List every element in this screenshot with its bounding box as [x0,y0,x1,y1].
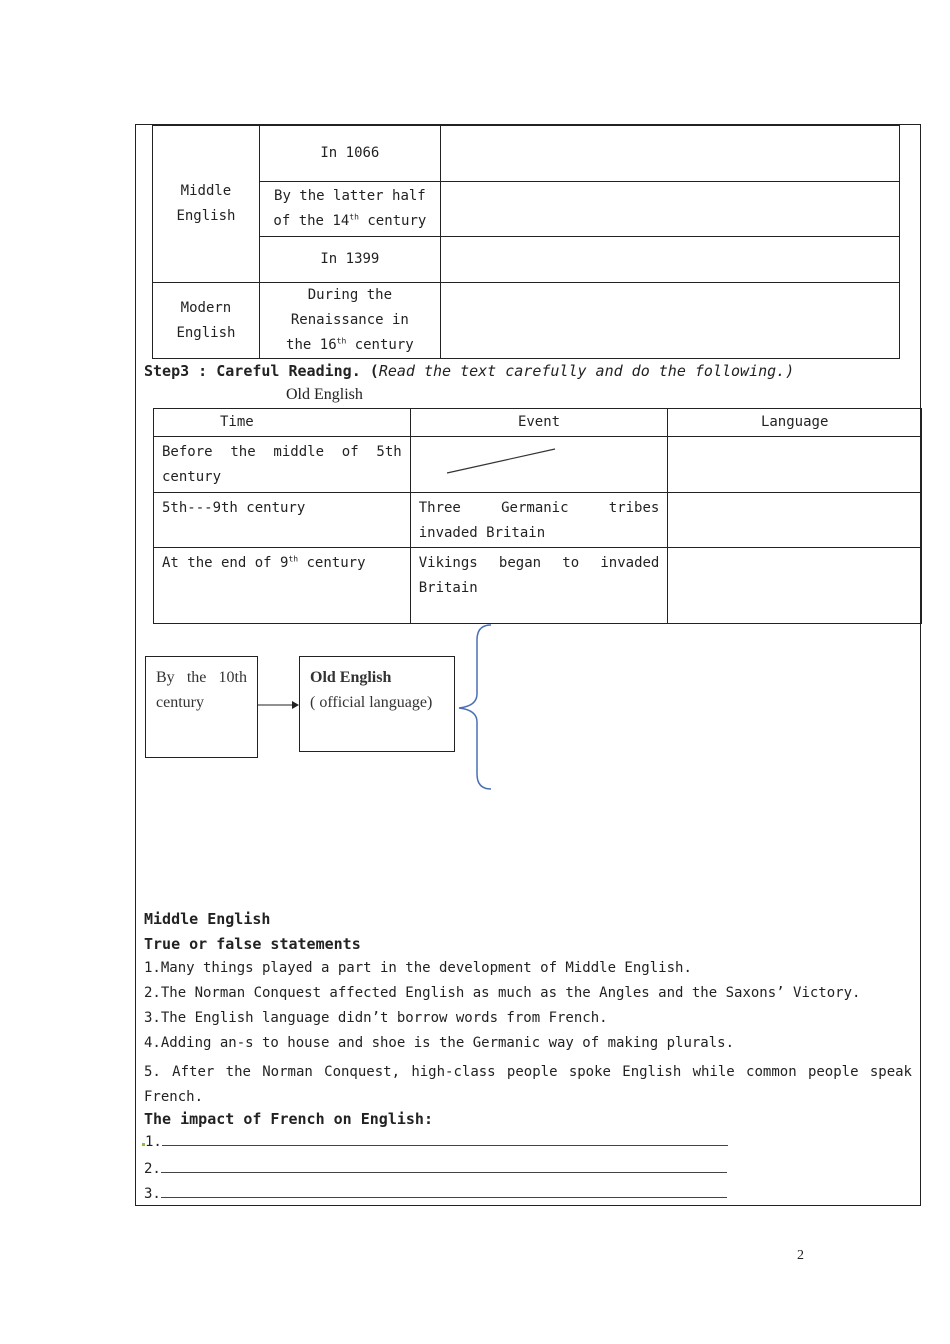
modern-english-cell: Modern English [153,283,260,359]
middle-modern-table [152,125,900,359]
time-cell-1066: In 1066 [259,126,440,182]
brace-icon [455,624,495,792]
tf-heading: True or false statements [144,935,361,953]
header-language: Language [668,409,922,437]
answer-line[interactable] [162,1133,728,1146]
event-cell-crossed [410,437,668,493]
blank-line-3: 3. [144,1185,727,1202]
time-cell-1399: In 1399 [259,237,440,283]
time-cell: At the end of 9th century [154,548,411,624]
time-cell: 5th---9th century [154,493,411,548]
old-english-subtitle: Old English [286,386,363,403]
language-cell[interactable] [668,548,922,624]
event-cell: Vikings began to invaded Britain [410,548,668,624]
time-cell-14th: By the latter half of the 14th century [259,182,440,237]
arrow-icon [258,698,300,712]
old-english-table [153,408,922,624]
blank-line-1: 1. [142,1133,728,1150]
page-number: 2 [797,1248,804,1263]
language-cell[interactable] [668,493,922,548]
middle-english-heading: Middle English [144,910,271,928]
time-cell-16th: During the Renaissance in the 16th century [259,283,440,359]
statement-4: 4.Adding an-s to house and shoe is the Germanic way of making plurals. [144,1035,735,1051]
answer-cell[interactable] [440,283,899,359]
step3-heading: Step3 : Careful Reading. (Read the text carefully and do the following.) [144,362,795,380]
blank-line-2: 2. [144,1160,727,1177]
header-event: Event [410,409,668,437]
statement-5: 5. After the Norman Conquest, high-class people spoke English while common people speak French. [144,1064,912,1105]
by-10th-century-box: By the 10th century [145,656,258,758]
statement-3: 3.The English language didn’t borrow words from French. [144,1010,608,1026]
impact-heading: The impact of French on English: [144,1110,433,1128]
time-cell: Before the middle of 5th century [154,437,411,493]
answer-cell[interactable] [440,182,899,237]
strike-line [411,437,669,493]
old-english-box: Old English ( official language) [299,656,455,752]
answer-line[interactable] [161,1160,727,1173]
answer-cell[interactable] [440,126,899,182]
statement-1: 1.Many things played a part in the development of Middle English. [144,960,692,976]
language-cell[interactable] [668,437,922,493]
statement-2: 2.The Norman Conquest affected English as much as the Angles and the Saxons’ Victory. [144,985,861,1001]
answer-line[interactable] [161,1185,727,1198]
header-time: Time [154,409,411,437]
answer-cell[interactable] [440,237,899,283]
event-cell: Three Germanic tribes invaded Britain [410,493,668,548]
middle-english-cell: Middle English [153,126,260,283]
